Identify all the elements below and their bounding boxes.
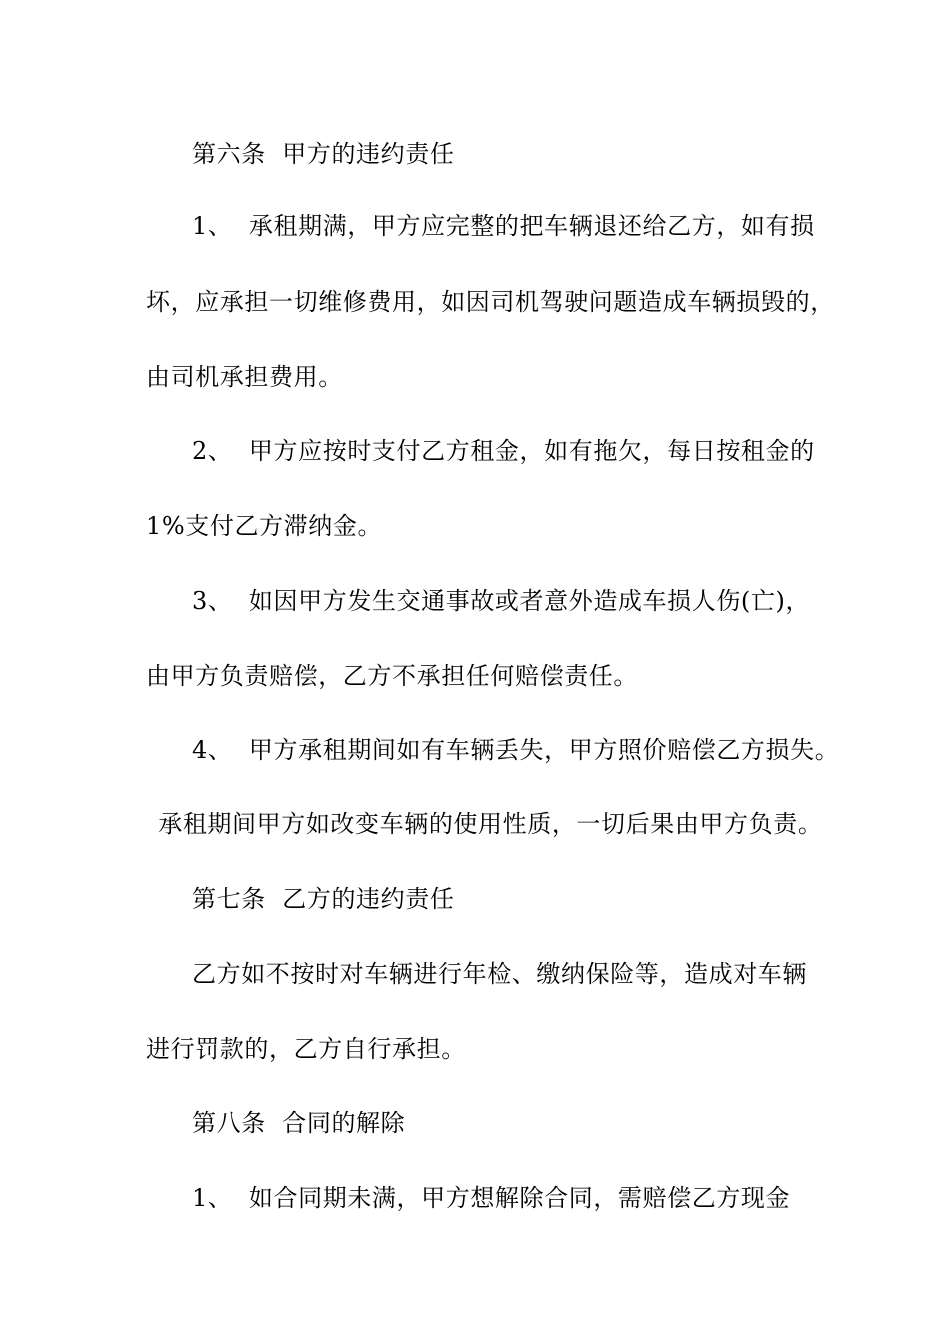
article-6-item-4-line-1: 4、 甲方承租期间如有车辆丢失，甲方照价赔偿乙方损失。 — [192, 736, 840, 764]
article-6-item-1-line-3: 由司机承担费用。 — [146, 363, 343, 391]
article-6-item-2-line-2: 1%支付乙方滞纳金。 — [146, 512, 383, 540]
article-6-item-2-line-1: 2、 甲方应按时支付乙方租金，如有拖欠，每日按租金的 — [192, 437, 815, 465]
article-6-item-3-line-1: 3、 如因甲方发生交通事故或者意外造成车损人伤(亡)， — [192, 587, 811, 615]
article-8-item-1-line-1: 1、 如合同期未满，甲方想解除合同，需赔偿乙方现金 — [192, 1184, 791, 1212]
article-7-paragraph-line-2: 进行罚款的，乙方自行承担。 — [146, 1035, 466, 1063]
article-7-heading: 第七条 乙方的违约责任 — [192, 885, 455, 913]
article-6-heading: 第六条 甲方的违约责任 — [192, 140, 455, 168]
article-6-item-1-line-1: 1、 承租期满，甲方应完整的把车辆退还给乙方，如有损 — [192, 212, 815, 240]
article-6-item-3-line-2: 由甲方负责赔偿，乙方不承担任何赔偿责任。 — [146, 662, 638, 690]
article-7-paragraph-line-1: 乙方如不按时对车辆进行年检、缴纳保险等，造成对车辆 — [192, 960, 807, 988]
article-6-item-1-line-2: 坏，应承担一切维修费用，如因司机驾驶问题造成车辆损毁的， — [146, 288, 835, 316]
article-8-heading: 第八条 合同的解除 — [192, 1109, 406, 1137]
article-6-item-4-line-2: 承租期间甲方如改变车辆的使用性质，一切后果由甲方负责。 — [150, 810, 823, 838]
